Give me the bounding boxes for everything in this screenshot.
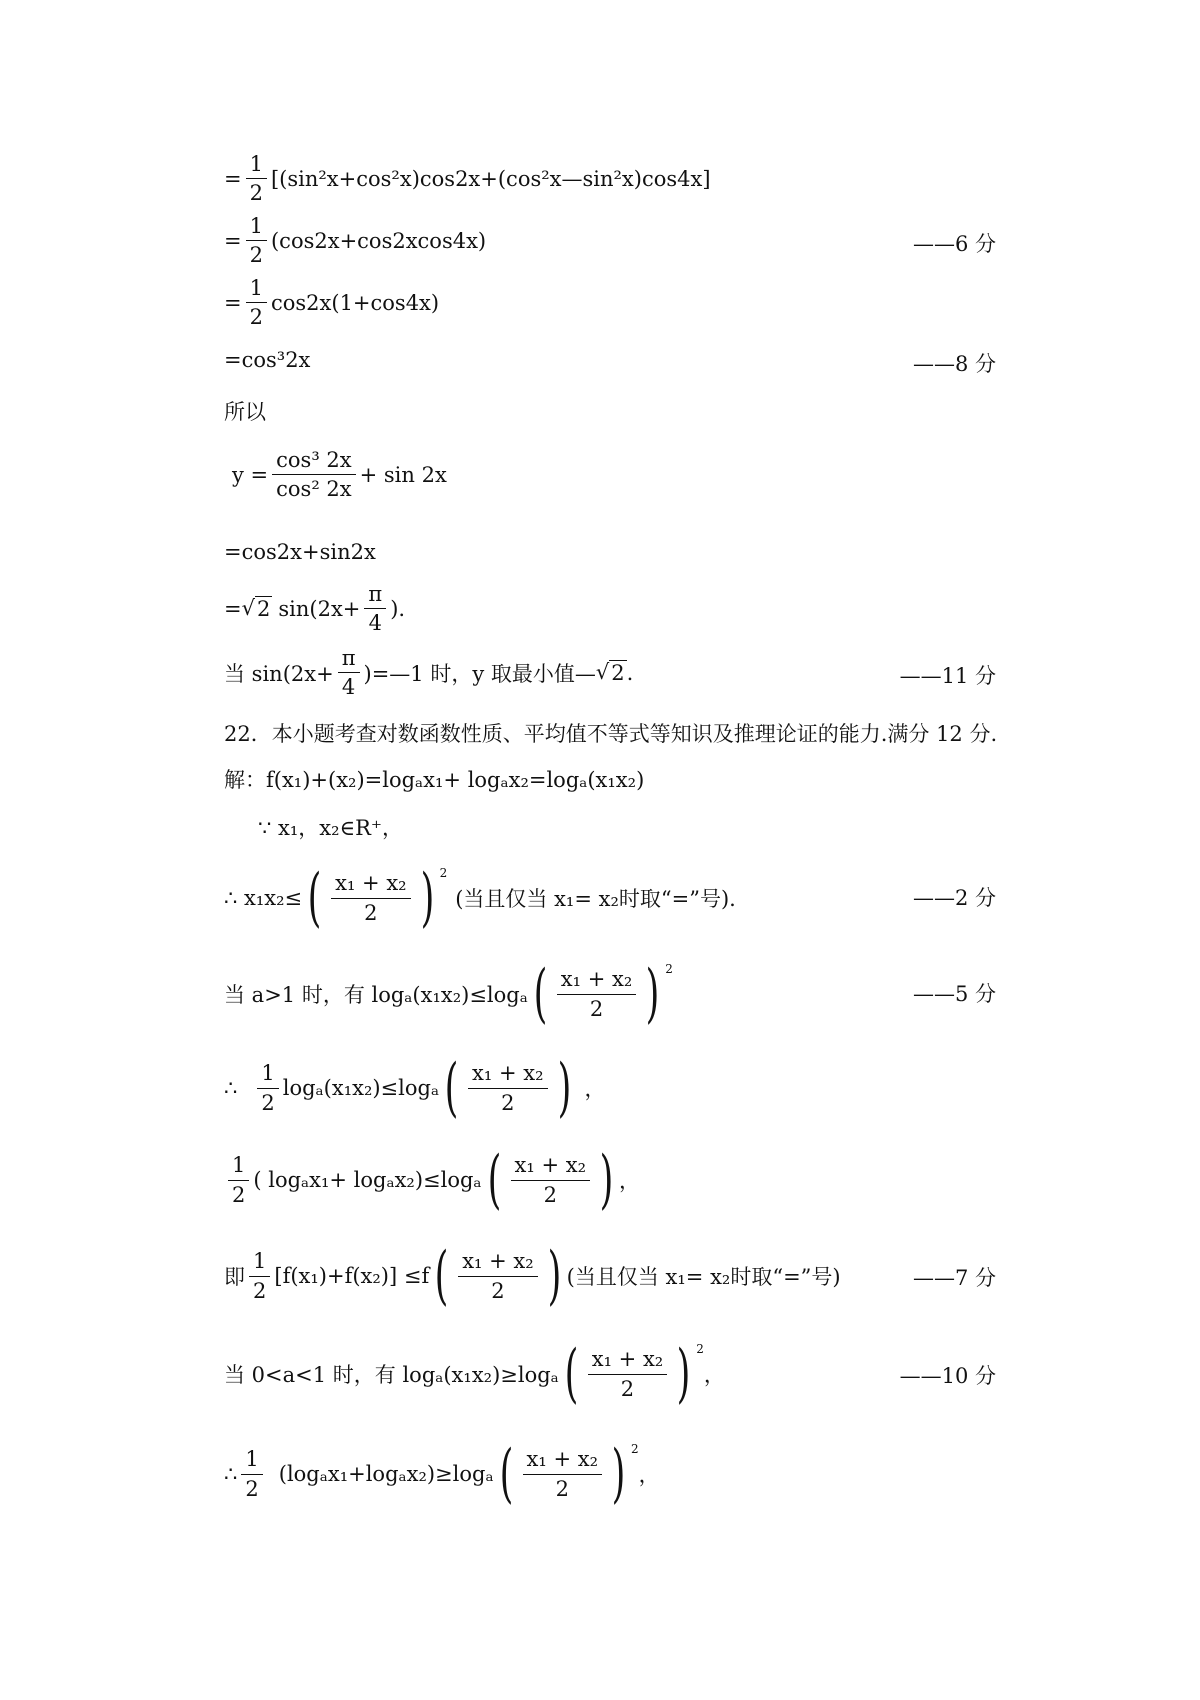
fraction: $\frac{1}{2}$ (246, 214, 267, 267)
fraction: $\frac{1}{2}$ (257, 1061, 278, 1114)
paren-group: ( $\frac{\text{x₁ + x₂}}{2}$ ) (307, 861, 434, 935)
line-17 (224, 1239, 841, 1313)
score-5: ——5 分 (912, 982, 996, 1006)
score-7: ——7 分 (912, 1266, 996, 1290)
paren-group: ( $\frac{\text{x₁ + x₂}}{2}$ ) (499, 1437, 626, 1511)
lhs: y = (232, 462, 269, 487)
score-2: ——2 分 (912, 886, 996, 910)
score-11: ——11 分 (899, 664, 996, 688)
sqrt: √ 2 (241, 596, 271, 622)
line-8 (224, 582, 405, 635)
paren-group: ( $\frac{\text{x₁ + x₂}}{2}$ ) (444, 1051, 571, 1125)
text: (logₐx₁+logₐx₂)≥logₐ (278, 1462, 494, 1486)
text: 所以 (224, 400, 266, 424)
eq-prefix: = (224, 290, 242, 315)
score-8: ——8 分 (912, 352, 996, 376)
rhs: + sin 2x (359, 462, 447, 487)
suffix: ， (618, 1169, 640, 1193)
text: 当 0<a<1 时，有 logₐ(x₁x₂)≥logₐ (224, 1363, 559, 1387)
exponent: 2 (439, 866, 448, 880)
expression: ∵ x₁，x₂∈R⁺， (258, 816, 404, 840)
line-19 (224, 1437, 660, 1511)
text: [f(x₁)+f(x₂)] ≤f (274, 1264, 430, 1288)
expression: cos2x(1+cos4x) (270, 290, 440, 315)
line-6 (232, 448, 447, 501)
suffix: ， (703, 1363, 725, 1387)
text: ∴ x₁x₂≤ (224, 886, 303, 910)
fraction: $\frac{\pi}{4}$ (338, 646, 360, 699)
line-2 (224, 214, 486, 267)
fraction: $\frac{\text{cos³ 2x}}{\text{cos² 2x}}$ (272, 448, 355, 501)
text: ( logₐx₁+ logₐx₂)≤logₐ (253, 1168, 482, 1192)
exponent: 2 (696, 1342, 704, 1356)
fraction: $\frac{1}{2}$ (241, 1447, 262, 1500)
expression: sin(2x+ (278, 596, 361, 621)
eq-prefix: = (224, 166, 242, 191)
eq-prefix: = (224, 596, 242, 621)
text: 22．本小题考查对数函数性质、平均值不等式等知识及推理论证的能力.满分 12 分. (224, 722, 998, 746)
paren-group: ( $\frac{\text{x₁ + x₂}}{2}$ ) (533, 957, 660, 1031)
line-9 (224, 646, 633, 699)
line-18 (224, 1337, 725, 1411)
text: )=—1 时，y 取最小值— (363, 661, 596, 686)
text: (当且仅当 x₁= x₂时取“=”号) (566, 1265, 841, 1289)
problem-22-heading (224, 718, 997, 748)
line-5 (224, 396, 266, 426)
paren-group: ( $\frac{\text{x₁ + x₂}}{2}$ ) (434, 1239, 562, 1313)
fraction: $\frac{1}{2}$ (246, 152, 267, 205)
exponent: 2 (630, 1442, 639, 1456)
text: logₐ(x₁x₂)≤logₐ (282, 1076, 440, 1100)
line-7 (224, 540, 376, 564)
expression: [(sin²x+cos²x)cos2x+(cos²x—sin²x)cos4x] (270, 166, 711, 191)
suffix: ， (584, 1077, 606, 1101)
paren-group: ( $\frac{\text{x₁ + x₂}}{2}$ ) (487, 1143, 614, 1217)
suffix: ). (390, 596, 406, 621)
text: 即 (224, 1265, 245, 1289)
line-3 (224, 276, 439, 329)
text: ∴ (224, 1462, 238, 1486)
score-6: ——6 分 (912, 232, 996, 256)
expression: (cos2x+cos2xcos4x) (270, 228, 487, 253)
score-10: ——10 分 (899, 1364, 996, 1388)
exponent: 2 (665, 962, 673, 976)
line-15 (224, 1051, 606, 1125)
sqrt: √ 2 (595, 660, 625, 686)
eq-prefix: = (224, 228, 242, 253)
fraction: $\frac{\pi}{4}$ (364, 582, 386, 635)
line-13 (224, 861, 736, 935)
line-1 (224, 152, 711, 205)
expression: =cos³2x (224, 348, 311, 372)
suffix: ， (638, 1463, 660, 1487)
line-11 (224, 764, 644, 794)
expression: 解：f(x₁)+(x₂)=logₐx₁+ logₐx₂=logₐ(x₁x₂) (224, 768, 645, 792)
fraction: $\frac{1}{2}$ (249, 1249, 270, 1302)
expression: =cos2x+sin2x (224, 540, 376, 564)
line-14 (224, 957, 673, 1031)
line-12 (258, 812, 403, 842)
line-4 (224, 348, 310, 372)
line-16 (224, 1143, 640, 1217)
fraction: $\frac{1}{2}$ (228, 1153, 249, 1206)
paren-group: ( $\frac{\text{x₁ + x₂}}{2}$ ) (564, 1337, 691, 1411)
text: ∴ (224, 1076, 238, 1100)
text: 当 a>1 时，有 logₐ(x₁x₂)≤logₐ (224, 983, 528, 1007)
text: (当且仅当 x₁= x₂时取“=”号). (455, 887, 736, 911)
fraction: $\frac{1}{2}$ (246, 276, 267, 329)
text: 当 sin(2x+ (224, 661, 334, 686)
suffix: . (626, 660, 634, 685)
